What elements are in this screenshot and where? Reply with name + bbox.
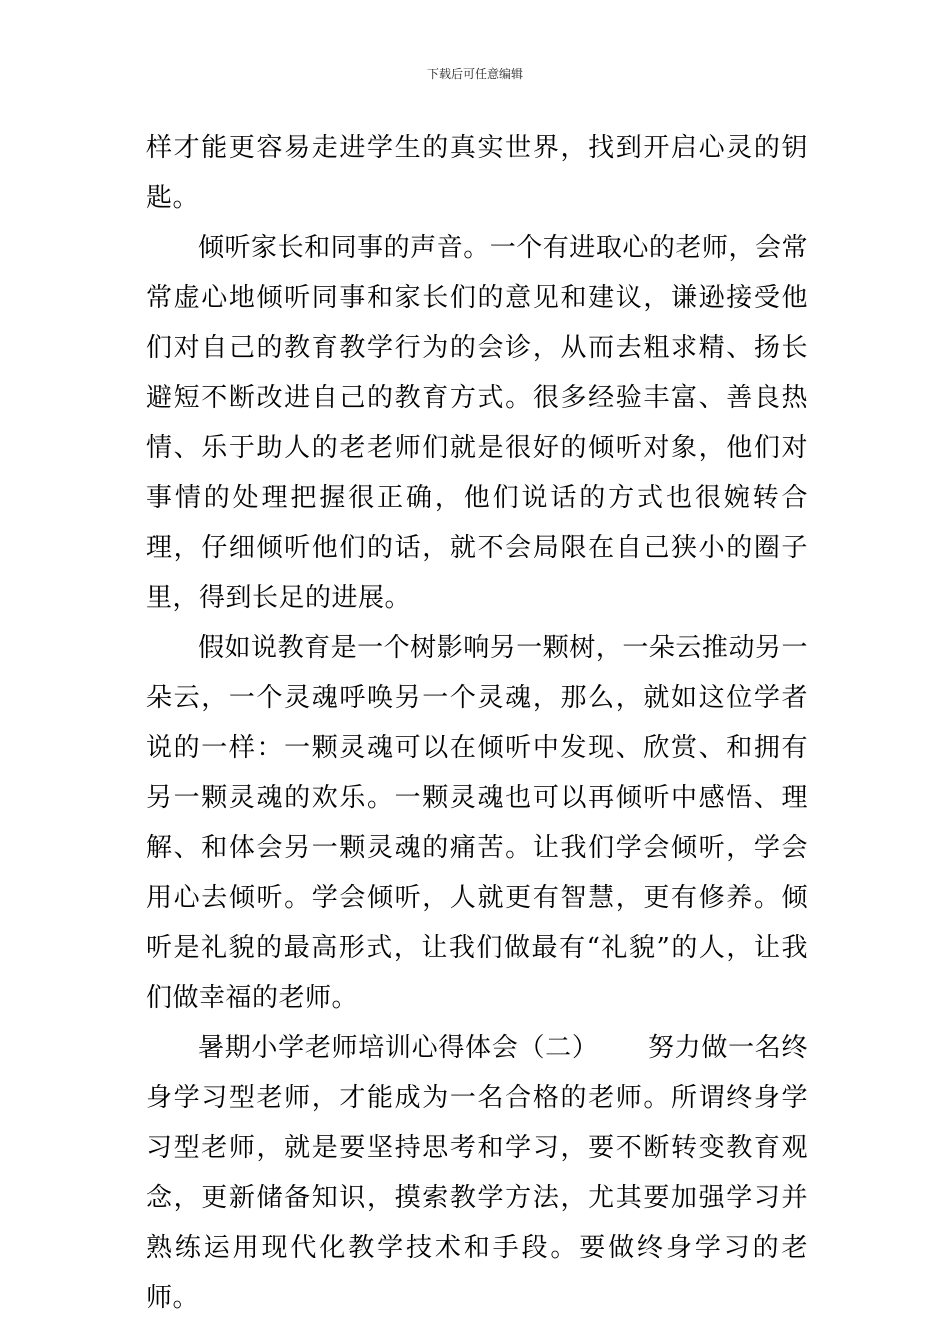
paragraph-4: 暑期小学老师培训心得体会（二） 努力做一名终身学习型老师，才能成为一名合格的老师。所谓终身学习型老师，就是要坚持思考和学习，要不断转变教育观念，更新储备知识，摸索教学方法，尤其要加强学习并熟练运用现代化教学技术和手段。要做终身学习的老师。	[146, 1033, 808, 1313]
paragraph-1: 样才能更容易走进学生的真实世界，找到开启心灵的钥匙。	[146, 133, 808, 213]
document-body	[146, 123, 808, 1323]
paragraph-3: 假如说教育是一个树影响另一颗树，一朵云推动另一朵云，一个灵魂呼唤另一个灵魂，那么，就如这位学者说的一样：一颗灵魂可以在倾听中发现、欣赏、和拥有另一颗灵魂的欢乐。一颗灵魂也可以再倾听中感悟、理解、和体会另一颗灵魂的痛苦。让我们学会倾听，学会用心去倾听。学会倾听，人就更有智慧，更有修养。倾听是礼貌的最高形式，让我们做最有“礼貌”的人，让我们做幸福的老师。	[146, 633, 808, 1013]
page-header: 下载后可任意编辑	[426, 67, 523, 81]
paragraph-2: 倾听家长和同事的声音。一个有进取心的老师，会常常虚心地倾听同事和家长们的意见和建议，谦逊接受他们对自己的教育教学行为的会诊，从而去粗求精、扬长避短不断改进自己的教育方式。很多经验丰富、善良热情、乐于助人的老老师们就是很好的倾听对象，他们对事情的处理把握很正确，他们说话的方式也很婉转合理，仔细倾听他们的话，就不会局限在自己狭小的圈子里，得到长足的进展。	[146, 233, 808, 613]
